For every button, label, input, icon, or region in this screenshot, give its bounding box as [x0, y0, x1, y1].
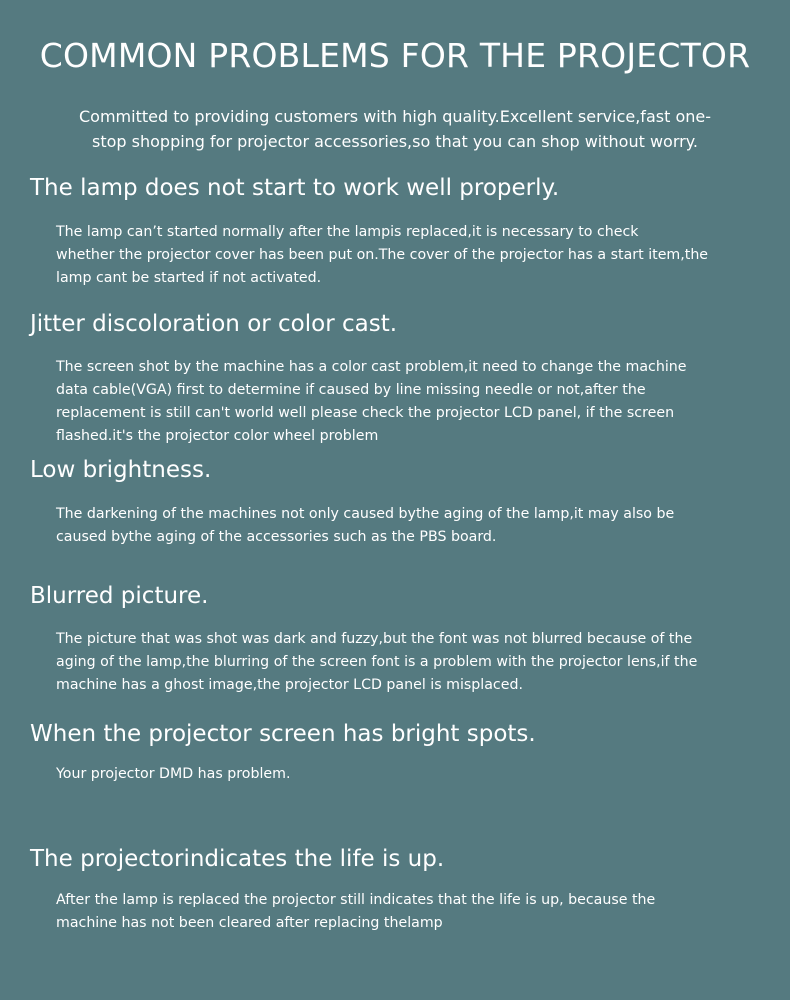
body-line: lamp cant be started if not activated.: [56, 270, 322, 286]
section-heading: Low brightness.: [30, 457, 212, 483]
section-heading: Jitter discoloration or color cast.: [30, 311, 398, 337]
body-line: caused bythe aging of the accessories such as the PBS board.: [56, 529, 497, 545]
intro-line: stop shopping for projector accessories,so that you can shop without worry.: [92, 132, 698, 151]
body-line: The lamp can’t started normally after the lampis replaced,it is necessary to check: [56, 224, 639, 240]
section-heading: When the projector screen has bright spots.: [30, 721, 536, 747]
intro-line: Committed to providing customers with high quality.Excellent service,fast one-: [79, 107, 711, 126]
section-body: [56, 889, 756, 935]
section-body: [56, 763, 756, 786]
body-line: data cable(VGA) first to determine if caused by line missing needle or not,after the: [56, 382, 646, 398]
section-body: [56, 503, 756, 549]
section-body: [56, 628, 756, 697]
page-title: COMMON PROBLEMS FOR THE PROJECTOR: [39, 36, 751, 75]
section-heading: The lamp does not start to work well properly.: [30, 175, 560, 201]
body-line: The picture that was shot was dark and fuzzy,but the font was not blurred because of the: [56, 631, 693, 647]
section-body: [56, 356, 756, 448]
body-line: flashed.it's the projector color wheel problem: [56, 428, 379, 444]
intro-text: [50, 104, 740, 154]
body-line: replacement is still can't world well please check the projector LCD panel, if the screen: [56, 405, 675, 421]
body-line: machine has a ghost image,the projector LCD panel is misplaced.: [56, 677, 523, 693]
body-line: The darkening of the machines not only caused bythe aging of the lamp,it may also be: [56, 506, 675, 522]
section-heading: Blurred picture.: [30, 583, 209, 609]
body-line: machine has not been cleared after replacing thelamp: [56, 915, 443, 931]
section-heading: The projectorindicates the life is up.: [30, 846, 445, 872]
body-line: aging of the lamp,the blurring of the screen font is a problem with the projector lens,if the: [56, 654, 698, 670]
body-line: The screen shot by the machine has a color cast problem,it need to change the machine: [56, 359, 687, 375]
body-line: Your projector DMD has problem.: [56, 766, 291, 782]
body-line: whether the projector cover has been put on.The cover of the projector has a start item,the: [56, 247, 709, 263]
body-line: After the lamp is replaced the projector still indicates that the life is up, because the: [56, 892, 656, 908]
section-body: [56, 221, 756, 290]
